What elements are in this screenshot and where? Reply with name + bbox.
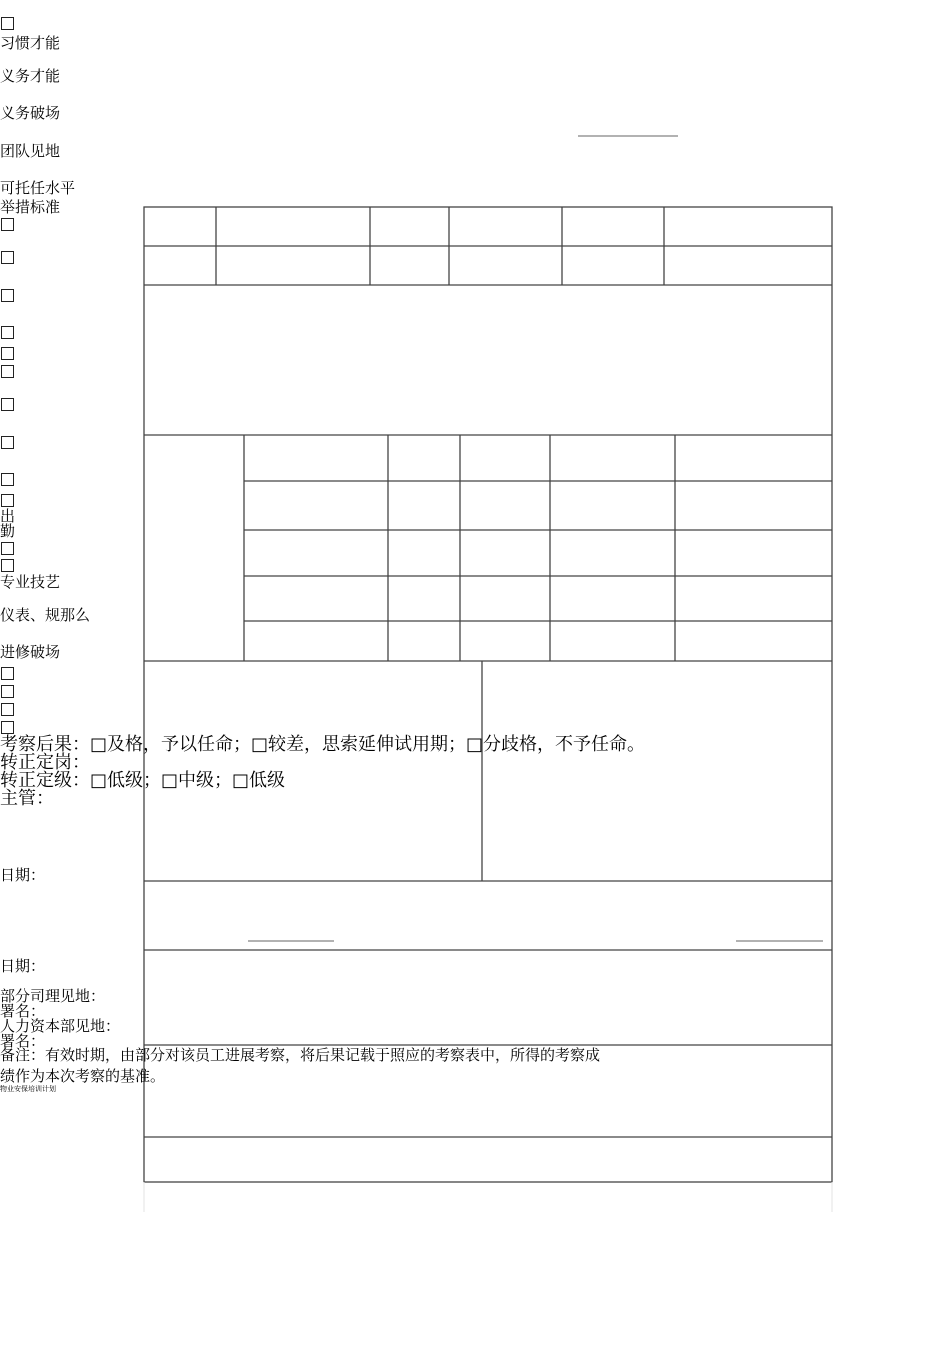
footer-text: 物业安保培训计划 — [0, 1085, 56, 1093]
checkbox[interactable] — [1, 17, 14, 30]
checkbox[interactable] — [1, 398, 14, 411]
label-attendance-2: 勤 — [0, 522, 16, 540]
checkbox[interactable] — [1, 289, 14, 302]
checkbox[interactable] — [1, 667, 14, 680]
checkbox[interactable] — [1, 721, 14, 734]
signature-label-2: 署名： — [0, 1032, 46, 1050]
label-appearance: 仪表、规那么 — [0, 606, 91, 624]
date-label-2: 日期： — [0, 957, 46, 975]
checkbox[interactable] — [1, 326, 14, 339]
supervisor-label: 主管： — [0, 788, 54, 809]
checkbox[interactable] — [1, 685, 14, 698]
label-training-field: 进修破场 — [0, 643, 61, 661]
label-duty-ability: 义务才能 — [0, 67, 61, 85]
checkbox[interactable] — [1, 436, 14, 449]
checkbox[interactable] — [1, 473, 14, 486]
checkbox[interactable] — [1, 251, 14, 264]
note-line-2: 绩作为本次考察的基准。 — [0, 1067, 166, 1085]
label-measures: 举措标准 — [0, 198, 61, 216]
hr-view-label: 人力资本部见地： — [0, 1017, 121, 1035]
label-professional-skill: 专业技艺 — [0, 573, 61, 591]
label-duty-field: 义务破场 — [0, 104, 61, 122]
note-line-1: 备注：有效时期，由部分对该员工进展考察，将后果记载于照应的考察表中，所得的考察成 — [0, 1046, 601, 1064]
dept-manager-view-label: 部分司理见地： — [0, 987, 106, 1005]
date-label-1: 日期： — [0, 866, 46, 884]
result-text: 考察后果：□及格，予以任命；□较差，思索延伸试用期；□分歧格，不予任命。 — [0, 734, 646, 755]
checkbox[interactable] — [1, 347, 14, 360]
post-assign-label: 转正定岗： — [0, 752, 90, 773]
checkbox[interactable] — [1, 542, 14, 555]
label-attendance-1: 出 — [0, 507, 16, 525]
level-assign-label: 转正定级：□低级；□中级；□低级 — [0, 770, 286, 791]
label-trust-level: 可托任水平 — [0, 179, 76, 197]
checkbox[interactable] — [1, 365, 14, 378]
signature-label-1: 署名： — [0, 1002, 46, 1020]
checkbox[interactable] — [1, 559, 14, 572]
checkbox[interactable] — [1, 494, 14, 507]
label-habit: 习惯才能 — [0, 34, 61, 52]
checkbox[interactable] — [1, 218, 14, 231]
checkbox[interactable] — [1, 703, 14, 716]
label-team-view: 团队见地 — [0, 142, 61, 160]
